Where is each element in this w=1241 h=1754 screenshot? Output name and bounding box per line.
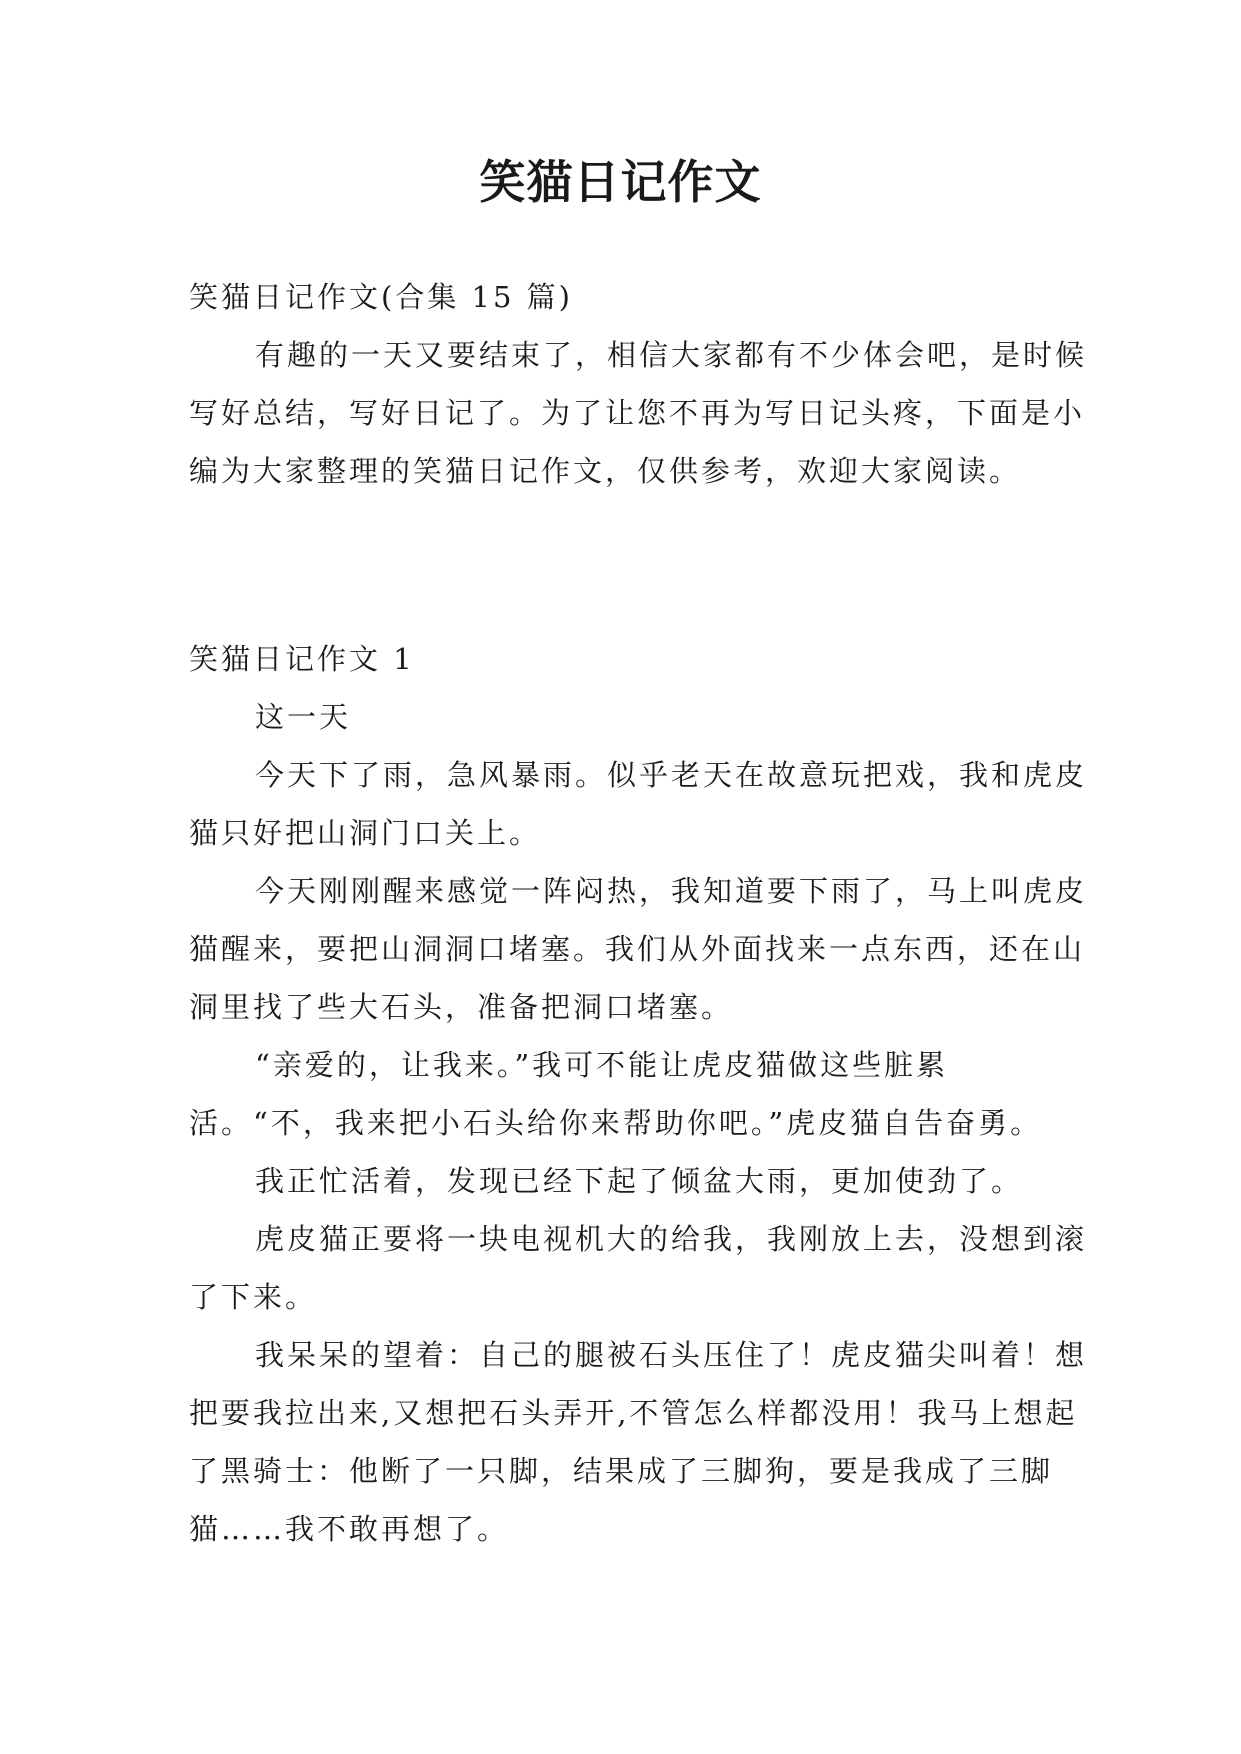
essay-paragraph: 我正忙活着，发现已经下起了倾盆大雨，更加使劲了。 (255, 1164, 1024, 1198)
essay-paragraph: “亲爱的，让我来。”我可不能让虎皮猫做这些脏累活。“不，我来把小石头给你来帮助你吧。”虎皮猫自告奋勇。 (189, 1048, 1043, 1140)
essay-1-heading: 笑猫日记作文 1 (189, 642, 415, 676)
essay-paragraph: 今天下了雨，急风暴雨。似乎老天在故意玩把戏，我和虎皮猫只好把山洞门口关上。 (189, 758, 1088, 850)
document-title: 笑猫日记作文 (479, 155, 762, 209)
intro-section (189, 268, 1089, 500)
essay-paragraph: 我呆呆的望着：自己的腿被石头压住了！虎皮猫尖叫着！想把要我拉出来,又想把石头弄开,不管怎么样都没用！我马上想起了黑骑士：他断了一只脚，结果成了三脚狗，要是我成了三脚猫……我不敢再想了。 (189, 1338, 1088, 1546)
essay-1-section (189, 630, 1089, 1558)
intro-paragraph: 有趣的一天又要结束了，相信大家都有不少体会吧，是时候写好总结，写好日记了。为了让您不再为写日记头疼，下面是小编为大家整理的笑猫日记作文，仅供参考，欢迎大家阅读。 (189, 338, 1088, 488)
essay-paragraph: 这一天 (255, 700, 352, 734)
essay-paragraph: 今天刚刚醒来感觉一阵闷热，我知道要下雨了，马上叫虎皮猫醒来，要把山洞洞口堵塞。我们从外面找来一点东西，还在山洞里找了些大石头，准备把洞口堵塞。 (189, 874, 1088, 1024)
essay-paragraph: 虎皮猫正要将一块电视机大的给我，我刚放上去，没想到滚了下来。 (189, 1222, 1088, 1314)
collection-heading: 笑猫日记作文(合集 15 篇) (189, 280, 573, 314)
